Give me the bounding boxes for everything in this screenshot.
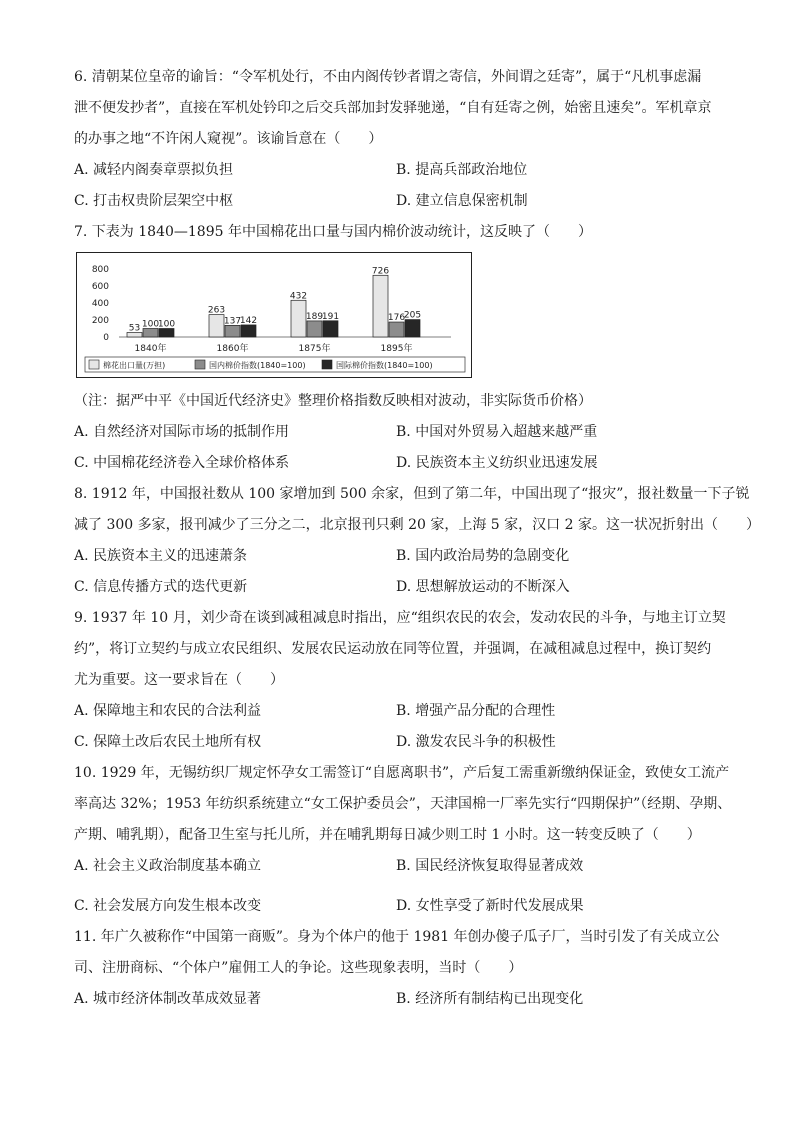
question-text-line: 11. 年广久被称作“中国第一商贩”。身为个体户的他于 1981 年创办傻子瓜子厂，当时引发了有关成立公 — [74, 929, 720, 945]
legend-swatch — [322, 360, 332, 369]
option-a[interactable]: A. 保障地主和农民的合法利益 — [74, 703, 262, 719]
option-c[interactable]: C. 保障土改后农民土地所有权 — [74, 734, 262, 750]
x-tick-label: 1875年 — [298, 344, 331, 354]
cotton-bar-chart — [77, 253, 471, 377]
option-c[interactable]: C. 信息传播方式的迭代更新 — [74, 579, 248, 595]
bar — [373, 275, 388, 337]
legend-label: 国内棉价指数(1840=100) — [209, 361, 306, 370]
question-text-line: 9. 1937 年 10 月，刘少奇在谈到减租减息时指出，应“组织农民的农会，发动农民的斗争，与地主订立契 — [74, 610, 726, 626]
y-tick-label: 800 — [91, 265, 109, 275]
option-c[interactable]: C. 打击权贵阶层架空中枢 — [74, 193, 234, 209]
bar — [241, 325, 256, 337]
question-text-line: 10. 1929 年，无锡纺织厂规定怀孕女工需签订“自愿离职书”，产后复工需重新缴纳保证金，致使女工流产 — [74, 765, 730, 781]
question-text-line: 7. 下表为 1840—1895 年中国棉花出口量与国内棉价波动统计，这反映了（ ） — [74, 224, 592, 240]
x-tick-label: 1895年 — [380, 344, 413, 354]
y-tick-label: 400 — [91, 299, 109, 309]
question-text-line: 司、注册商标、“个体户”雇佣工人的争论。这些现象表明，当时（ ） — [74, 960, 523, 976]
legend-swatch — [89, 360, 99, 369]
data-label: 432 — [289, 291, 308, 302]
option-a[interactable]: A. 减轻内阁奏章票拟负担 — [74, 162, 234, 178]
bar — [225, 325, 240, 337]
question-text-line: 率高达 32%；1953 年纺织系统建立“女工保护委员会”，天津国棉一厂率先实行“四期保护”（经期、孕期、 — [74, 796, 732, 812]
bar — [307, 321, 322, 337]
option-a[interactable]: A. 社会主义政治制度基本确立 — [74, 858, 262, 874]
option-b[interactable]: B. 增强产品分配的合理性 — [396, 703, 556, 719]
exam-page — [74, 62, 760, 1015]
data-label: 176 — [387, 313, 406, 324]
question-8 — [74, 479, 760, 603]
question-text-line: 尤为重要。这一要求旨在（ ） — [74, 672, 284, 688]
question-11 — [74, 922, 734, 1015]
option-d[interactable]: D. 激发农民斗争的积极性 — [396, 734, 556, 750]
legend-swatch — [195, 360, 205, 369]
data-label: 142 — [239, 315, 258, 326]
y-tick-label: 600 — [91, 282, 109, 292]
question-text-line: 泄不便发抄者”，直接在军机处钤印之后交兵部加封发驿驰递，“自有廷寄之例，始密且速矣”。军机章京 — [74, 100, 712, 116]
y-tick-label: 200 — [91, 316, 109, 326]
legend-label: 国际棉价指数(1840=100) — [336, 361, 433, 370]
bar — [405, 320, 420, 337]
bar — [323, 321, 338, 337]
option-b[interactable]: B. 中国对外贸易入超越来越严重 — [396, 424, 598, 440]
bar — [389, 322, 404, 337]
data-label: 191 — [321, 311, 340, 322]
option-b[interactable]: B. 经济所有制结构已出现变化 — [396, 991, 584, 1007]
option-d[interactable]: D. 建立信息保密机制 — [396, 193, 528, 209]
bar — [291, 300, 306, 337]
chart-note: （注：据严中平《中国近代经济史》整理价格指数反映相对波动，非实际货币价格） — [74, 393, 592, 409]
option-a[interactable]: A. 民族资本主义的迅速萧条 — [74, 548, 248, 564]
option-b[interactable]: B. 国内政治局势的急剧变化 — [396, 548, 570, 564]
legend-label: 棉花出口量(万担) — [103, 361, 166, 370]
data-label: 263 — [207, 305, 226, 316]
option-d[interactable]: D. 女性享受了新时代发展成果 — [396, 898, 584, 914]
option-b[interactable]: B. 国民经济恢复取得显著成效 — [396, 858, 584, 874]
cotton-chart — [76, 252, 472, 378]
data-label: 137 — [223, 316, 242, 327]
option-c[interactable]: C. 中国棉花经济卷入全球价格体系 — [74, 455, 290, 471]
question-7 — [74, 217, 734, 479]
data-label: 189 — [305, 311, 324, 322]
option-a[interactable]: A. 自然经济对国际市场的抵制作用 — [74, 424, 290, 440]
bar — [143, 329, 158, 338]
question-text-line: 6. 清朝某位皇帝的谕旨：“令军机处行，不由内阁传钞者谓之寄信，外间谓之廷寄”，属于“凡机事虑漏 — [74, 69, 702, 85]
option-c[interactable]: C. 社会发展方向发生根本改变 — [74, 898, 262, 914]
question-text-line: 产期、哺乳期），配备卫生室与托儿所，并在哺乳期每日减少则工时 1 小时。这一转变反映了（ ） — [74, 827, 701, 843]
data-label: 726 — [371, 266, 390, 277]
question-9 — [74, 603, 734, 758]
data-label: 53 — [128, 323, 141, 334]
y-tick-label: 0 — [103, 333, 109, 343]
data-label: 100 — [141, 319, 160, 330]
question-text-line: 的办事之地“不许闲人窥视”。该谕旨意在（ ） — [74, 131, 383, 147]
option-a[interactable]: A. 城市经济体制改革成效显著 — [74, 991, 262, 1007]
option-b[interactable]: B. 提高兵部政治地位 — [396, 162, 528, 178]
option-d[interactable]: D. 思想解放运动的不断深入 — [396, 579, 570, 595]
x-tick-label: 1860年 — [216, 344, 249, 354]
bar — [209, 315, 224, 337]
question-6 — [74, 62, 734, 217]
question-text-line: 约”，将订立契约与成立农民组织、发展农民运动放在同等位置，并强调，在减租减息过程中，换订契约 — [74, 641, 712, 657]
data-label: 205 — [403, 310, 422, 321]
question-text-line: 8. 1912 年，中国报社数从 100 家增加到 500 余家，但到了第二年，中国出现了“报灾”，报社数量一下子锐 — [74, 486, 750, 502]
question-10 — [74, 758, 734, 922]
bar — [159, 329, 174, 338]
option-d[interactable]: D. 民族资本主义纺织业迅速发展 — [396, 455, 598, 471]
data-label: 100 — [157, 319, 176, 330]
question-text-line: 减了 300 多家，报刊减少了三分之二，北京报刊只剩 20 家，上海 5 家，汉口 2 家。这一状况折射出（ ） — [74, 517, 760, 533]
x-tick-label: 1840年 — [134, 344, 167, 354]
